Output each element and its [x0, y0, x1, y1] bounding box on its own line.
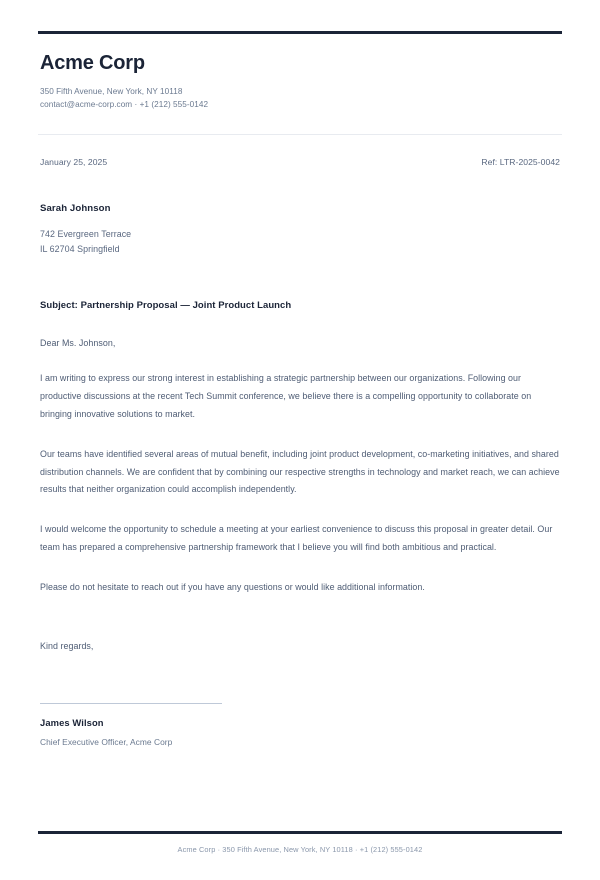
body-paragraph: I am writing to express our strong interest in establishing a strategic partnership between our organizations. Following our productive discussions at the recent Tech Summit conference, we believe there is a compelling opportunity to collaborate on bringing innovative solutions to market. — [40, 373, 532, 419]
recipient-street: 742 Evergreen Terrace — [40, 229, 132, 240]
subject-line: Subject: Partnership Proposal — Joint Product Launch — [40, 300, 292, 312]
signature-rule — [40, 703, 222, 704]
company-contact: contact@acme-corp.com · +1 (212) 555-0142 — [40, 99, 209, 109]
company-name: Acme Corp — [40, 52, 145, 74]
footer-rule — [38, 831, 562, 834]
body-paragraph: Please do not hesitate to reach out if you have any questions or would like additional information. — [40, 581, 425, 592]
page-footer — [38, 831, 562, 854]
letter-reference: Ref: LTR-2025-0042 — [481, 157, 560, 168]
header-divider — [38, 134, 562, 135]
recipient-city-line: IL 62704 Springfield — [40, 243, 120, 254]
company-address: 350 Fifth Avenue, New York, NY 10118 — [40, 87, 183, 96]
signature-block — [38, 703, 562, 747]
salutation: Dear Ms. Johnson, — [40, 338, 116, 349]
letter-page — [0, 31, 600, 880]
letter-body — [38, 338, 562, 650]
recipient-name: Sarah Johnson — [40, 203, 111, 215]
signer-name: James Wilson — [40, 716, 104, 728]
letterhead — [38, 34, 562, 111]
body-paragraph: I would welcome the opportunity to schedule a meeting at your earliest convenience to discuss this proposal in greater detail. Our team has prepared a comprehensive partnership framework that I believe you will find both ambitious and practical. — [40, 524, 553, 552]
body-paragraph: Our teams have identified several areas of mutual benefit, including joint product development, co-marketing initiatives, and shared distribution channels. We are confident that by combining our respective strengths in technology and market reach, we can achieve results that neither organization could accomplish independently. — [40, 448, 560, 495]
letter-meta-row — [38, 157, 562, 167]
footer-text: Acme Corp · 350 Fifth Avenue, New York, NY 10118 · +1 (212) 555-0142 — [177, 845, 423, 854]
recipient-block — [38, 203, 562, 256]
letter-date: January 25, 2025 — [40, 157, 108, 168]
signer-title: Chief Executive Officer, Acme Corp — [40, 736, 173, 747]
closing-salutation: Kind regards, — [40, 640, 94, 651]
